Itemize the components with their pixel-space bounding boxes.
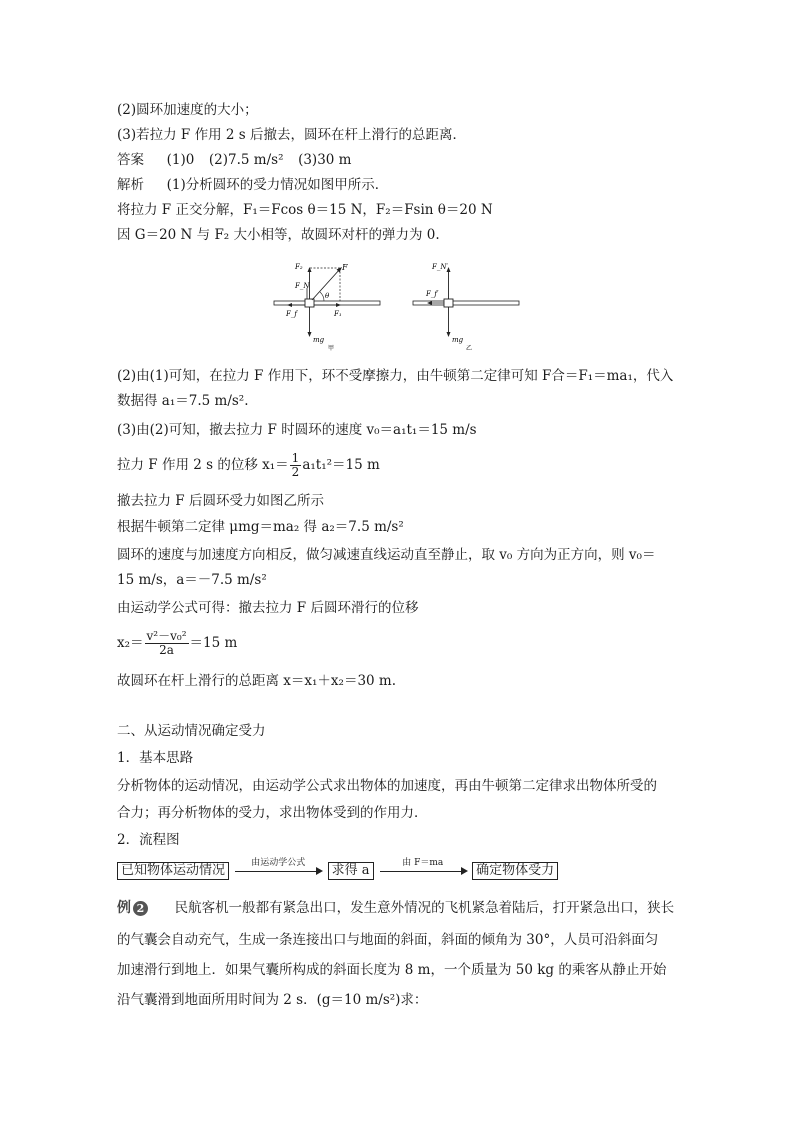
- answer-line: [117, 151, 351, 169]
- decomposition-text: 将拉力 F 正交分解，F₁＝Fcos θ＝15 N，F₂＝Fsin θ＝20 N: [117, 202, 493, 218]
- label-F: F: [342, 263, 348, 272]
- x2-fraction: [145, 630, 189, 657]
- label-mg-yi: mg: [452, 336, 464, 344]
- basic-line-1: 分析物体的运动情况，由运动学公式求出物体的加速度，再由牛顿第二定律求出物体所受的: [117, 778, 657, 794]
- flow-title: 2．流程图: [117, 832, 180, 848]
- x2-num: v²－v₀²: [146, 629, 187, 643]
- force-diagrams: [268, 256, 528, 356]
- balance-text: 因 G＝20 N 与 F₂ 大小相等，故圆环对杆的弹力为 0.: [117, 227, 440, 243]
- analysis-label: 解析: [117, 177, 144, 193]
- p3-disp-pre: 拉力 F 作用 2 s 的位移 x₁＝: [117, 457, 289, 473]
- p3-line-1: (3)由(2)可知，撤去拉力 F 时圆环的速度 v₀＝a₁t₁＝15 m/s: [117, 422, 477, 438]
- p3-decel-line-2: 15 m/s，a＝－7.5 m/s²: [117, 572, 267, 588]
- answer-1: (1)0: [166, 152, 195, 168]
- part2-text: (2)圆环加速度的大小；: [117, 102, 258, 118]
- x2-post: ＝15 m: [189, 635, 238, 651]
- label-Ff: F_f: [286, 310, 297, 318]
- p3-disp-post: a₁t₁²＝15 m: [302, 457, 380, 473]
- example-text-1: 民航客机一般都有紧急出口，发生意外情况的飞机紧急着陆后，打开紧急出口，狭长: [174, 900, 675, 916]
- basic-title: 1．基本思路: [117, 750, 194, 766]
- half-den: 2: [291, 465, 300, 479]
- analysis-1: (1)分析圆环的受力情况如图甲所示．: [166, 177, 389, 193]
- label-FN: F_N: [295, 282, 310, 290]
- arrow-right-icon: [316, 867, 323, 875]
- figure-jia: [274, 263, 380, 352]
- p3-total-text: 故圆环在杆上滑行的总距离 x＝x₁＋x₂＝30 m.: [117, 673, 397, 689]
- answer-2: (2)7.5 m/s²: [208, 152, 284, 168]
- label-FN-yi: F_N′: [432, 263, 449, 271]
- flow-arrow-1-label: 由运动学公式: [251, 857, 306, 868]
- x2-den: 2a: [159, 643, 174, 657]
- flow-arrow-kinematics: [233, 857, 323, 879]
- flow-arrow-2-label: 由 F＝ma: [402, 857, 444, 868]
- example-line-4: 沿气囊滑到地面所用时间为 2 s．(g＝10 m/s²)求：: [117, 992, 428, 1008]
- part3-text: (3)若拉力 F 作用 2 s 后撤去，圆环在杆上滑行的总距离．: [117, 127, 466, 143]
- section2-title: 二、从运动情况确定受力: [117, 723, 266, 739]
- label-yi: 乙: [466, 345, 473, 352]
- label-F2: F₂: [295, 263, 303, 271]
- example-line-3: 加速滑行到地上．如果气囊所构成的斜面长度为 8 m，一个质量为 50 kg 的乘客从静止开始: [117, 962, 667, 978]
- p2-line-2: 数据得 a₁＝7.5 m/s².: [117, 393, 249, 409]
- half-num: 1: [291, 451, 300, 465]
- arrow-right-icon: [461, 867, 468, 875]
- answer-3: (3)30 m: [298, 152, 352, 168]
- p3-newton-text: 根据牛顿第二定律 μmg＝ma₂ 得 a₂＝7.5 m/s²: [117, 519, 404, 535]
- example-line-2: 的气囊会自动充气，生成一条连接出口与地面的斜面，斜面的倾角为 30°，人员可沿斜面匀: [117, 932, 659, 948]
- analysis-line: [117, 176, 388, 194]
- p3-displacement-line: [117, 452, 380, 479]
- answer-label: 答案: [117, 152, 144, 168]
- flowchart: [117, 857, 558, 880]
- basic-line-2: 合力；再分析物体的受力，求出物体受到的作用力．: [117, 805, 428, 821]
- p3-x2-line: [117, 630, 237, 657]
- label-theta: θ: [325, 292, 330, 300]
- p3-decel-line-1: 圆环的速度与加速度方向相反，做匀减速直线运动直至静止，取 v₀ 方向为正方向，则 v₀＝: [117, 547, 656, 563]
- example-line-1: [117, 899, 674, 917]
- x2-pre: x₂＝: [117, 635, 144, 651]
- figure-yi: [413, 263, 519, 352]
- p3-kinematics-text: 由运动学公式可得：撤去拉力 F 后圆环滑行的位移: [117, 600, 419, 616]
- flow-box-find-a: 求得 a: [328, 862, 374, 880]
- flow-arrow-newton: [378, 857, 468, 879]
- flow-box-determine-force: 确定物体受力: [472, 862, 558, 880]
- p3-after-text: 撤去拉力 F 后圆环受力如图乙所示: [117, 493, 324, 509]
- label-mg-jia: mg: [313, 336, 325, 344]
- p2-line-1: (2)由(1)可知，在拉力 F 作用下，环不受摩擦力，由牛顿第二定律可知 F合＝F₁＝ma₁，代入: [117, 368, 674, 384]
- label-jia: 甲: [328, 345, 335, 352]
- example-label: 例: [117, 900, 131, 916]
- label-Ff-yi: F_f′: [426, 290, 439, 298]
- label-F1: F₁: [334, 310, 342, 318]
- half-fraction: [290, 452, 302, 479]
- flow-box-known-motion: 已知物体运动情况: [117, 862, 229, 880]
- example-number-badge: 2: [133, 901, 148, 916]
